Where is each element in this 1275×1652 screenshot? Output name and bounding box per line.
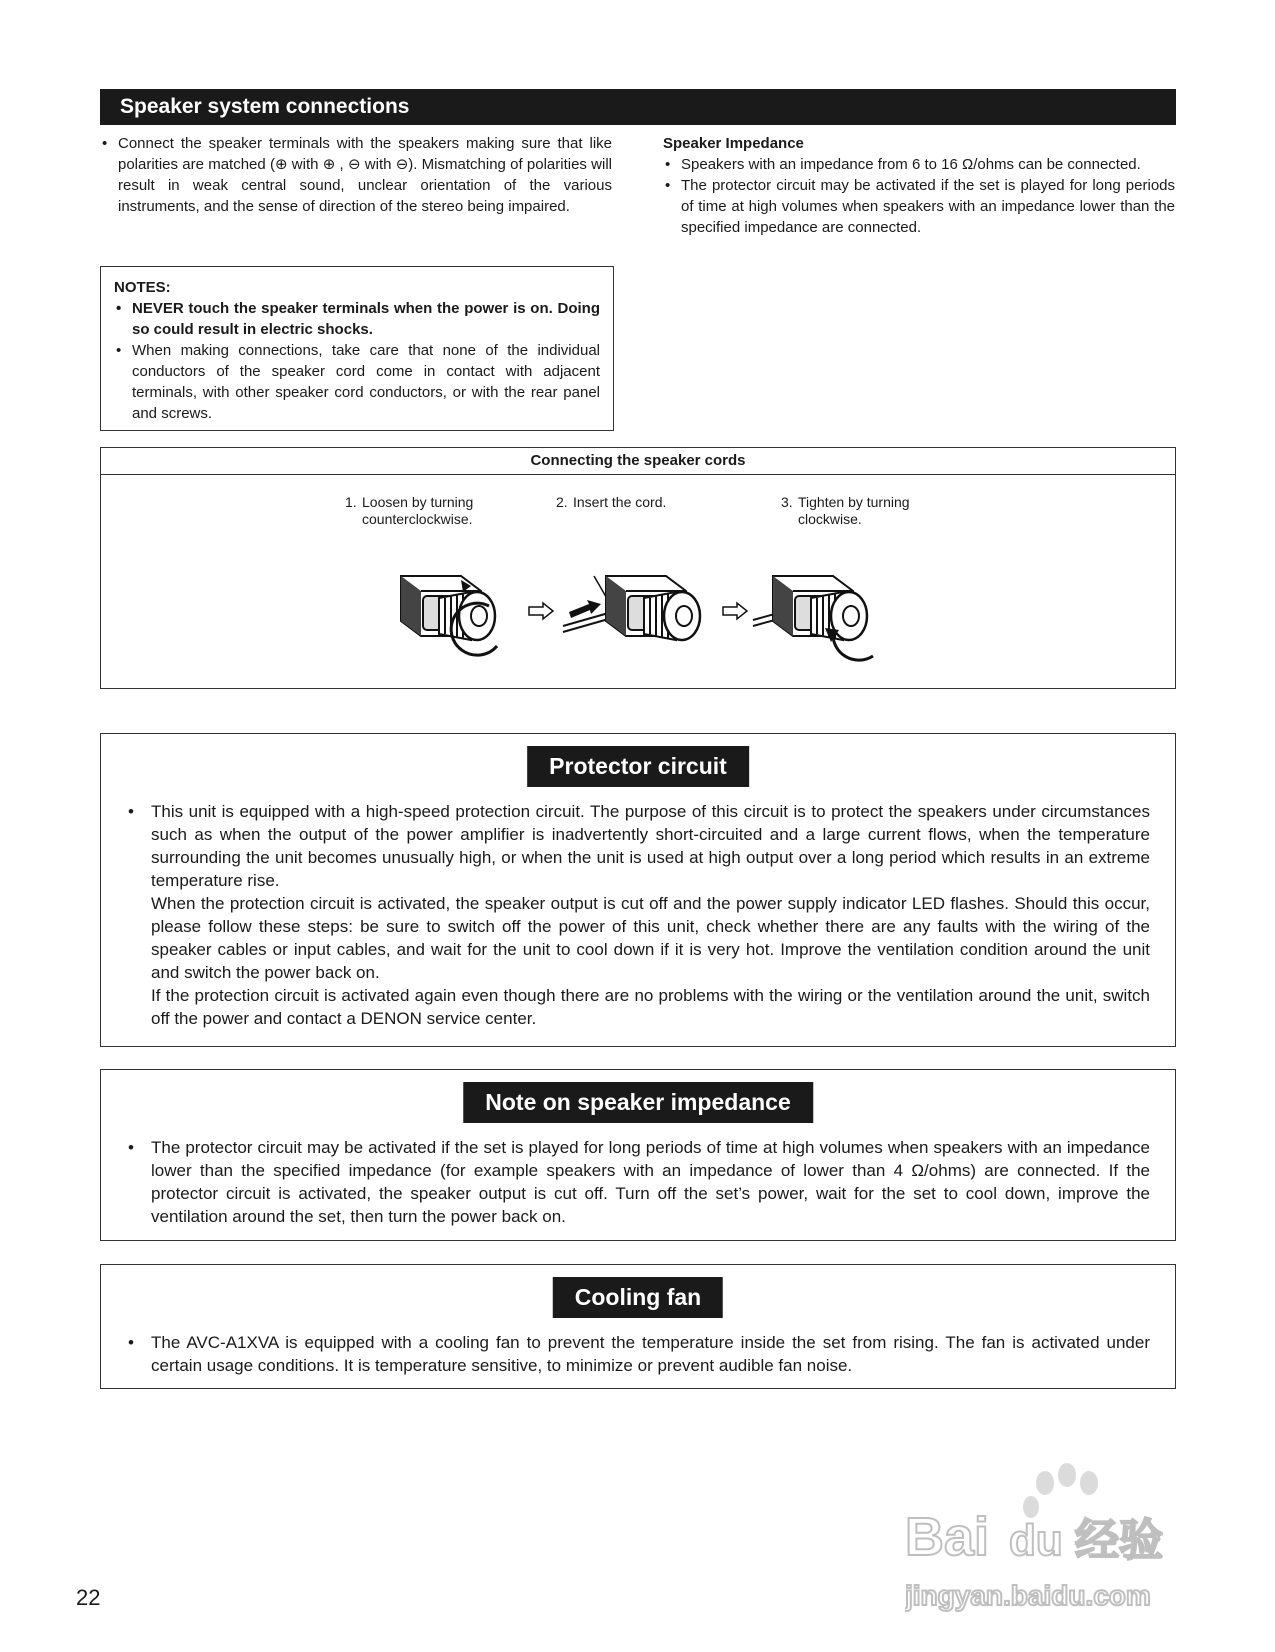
baidu-watermark — [905, 1455, 1205, 1615]
notes-box — [100, 266, 614, 431]
watermark-brand-2: du — [1009, 1516, 1063, 1565]
diagram-title: Connecting the speaker cords — [101, 448, 1175, 475]
step-number: 2. — [556, 494, 568, 510]
step-text-cont: counterclockwise. — [362, 511, 473, 527]
speaker-impedance-note-box — [100, 1069, 1176, 1241]
cooling-fan-body — [126, 1331, 1150, 1377]
notes-warning-bullet: • NEVER touch the speaker terminals when the power is on. Doing so could result in electric shocks. — [114, 298, 600, 340]
watermark-cn: 经验 — [1075, 1516, 1163, 1565]
protector-circuit-box — [100, 733, 1176, 1047]
step-text-cont: clockwise. — [798, 511, 862, 527]
impedance-bullet-2: • The protector circuit may be activated if the set is played for long periods of time at high volumes when speakers with an impedance lower than the specified impedance are connected. — [663, 175, 1175, 238]
section-header-speaker-connections: Speaker system connections — [100, 89, 1176, 125]
terminal-illustration — [101, 548, 1175, 668]
speaker-cord-diagram — [100, 447, 1176, 689]
speaker-impedance-note-text: • The protector circuit may be activated if the set is played for long periods of time at high volumes when speakers with an impedance lower than the specified impedance (for example speakers with an impedance of lower than 4 Ω/ohms) are connected. If the protector circuit is activated, the speaker output is cut off. Turn off the set’s power, wait for the set to cool down, improve the ventilation around the set, then turn the power back on. — [126, 1136, 1150, 1228]
cooling-fan-box — [100, 1264, 1176, 1389]
protector-circuit-body — [126, 800, 1150, 1030]
page-number: 22 — [76, 1585, 101, 1610]
diagram-step-1 — [345, 494, 473, 528]
step-text: Loosen by turning — [362, 494, 474, 510]
notes-bullet: • When making connections, take care that none of the individual conductors of the speaker cord come in contact with adjacent terminals, with other speaker cord conductors, or with the rear panel and screws. — [114, 340, 600, 424]
notes-title: NOTES: — [114, 279, 171, 296]
speaker-impedance-heading: Speaker Impedance — [663, 135, 804, 152]
diagram-step-2 — [556, 494, 666, 511]
cooling-fan-title: Cooling fan — [553, 1277, 723, 1318]
step-text: Tighten by turning — [798, 494, 910, 510]
speaker-connections-intro — [100, 133, 612, 217]
speaker-impedance-note-body — [126, 1136, 1150, 1228]
arrow-right-icon — [529, 603, 553, 619]
protector-paragraph-2: When the protection circuit is activated, the speaker output is cut off and the power supply indicator LED flashes. Should this occur, please follow these steps: be sure to switch off the power of this unit, check whether there are any faults with the wiring of the speaker cables or input cables, and wait for the unit to cool down if it is very hot. Improve the ventilation condition around the unit and switch the power back on. — [151, 894, 1150, 982]
arrow-right-icon — [723, 603, 747, 619]
paw-icon — [1023, 1463, 1098, 1518]
watermark-url: jingyan.baidu.com — [905, 1580, 1151, 1611]
protector-paragraph-3: If the protection circuit is activated again even though there are no problems with the wiring or the ventilation around the unit, switch off the power and contact a DENON service center. — [151, 986, 1150, 1028]
impedance-bullet-1: • Speakers with an impedance from 6 to 16 Ω/ohms can be connected. — [663, 154, 1175, 175]
speaker-impedance-section — [663, 133, 1175, 238]
speaker-impedance-note-title: Note on speaker impedance — [463, 1082, 813, 1123]
terminal-3-icon — [773, 576, 873, 660]
polarity-bullet: • Connect the speaker terminals with the speakers making sure that like polarities are matched (⊕ with ⊕ , ⊖ with ⊖). Mismatching of polarities will result in weak central sound, unclear orientation of the various instruments, and the sense of direction of the stereo being impaired. — [100, 133, 612, 217]
protector-paragraph-1: • This unit is equipped with a high-speed protection circuit. The purpose of this circuit is to protect the speakers under circumstances such as when the output of the power amplifier is inadvertently short-circuited and a large current flows, when the temperature surrounding the unit becomes unusually high, or when the unit is used at high output over a long period which results in an extreme temperature rise. — [126, 800, 1150, 892]
step-text: Insert the cord. — [573, 494, 667, 510]
terminal-1-icon — [401, 576, 497, 655]
cooling-fan-text: • The AVC-A1XVA is equipped with a cooling fan to prevent the temperature inside the set from rising. The fan is activated under certain usage conditions. It is temperature sensitive, to minimize or prevent audible fan noise. — [126, 1331, 1150, 1377]
terminal-2-icon — [606, 576, 700, 640]
diagram-step-3 — [781, 494, 910, 528]
watermark-brand: Bai — [905, 1507, 990, 1567]
step-number: 1. — [345, 494, 357, 510]
step-number: 3. — [781, 494, 793, 510]
protector-circuit-title: Protector circuit — [527, 746, 749, 787]
